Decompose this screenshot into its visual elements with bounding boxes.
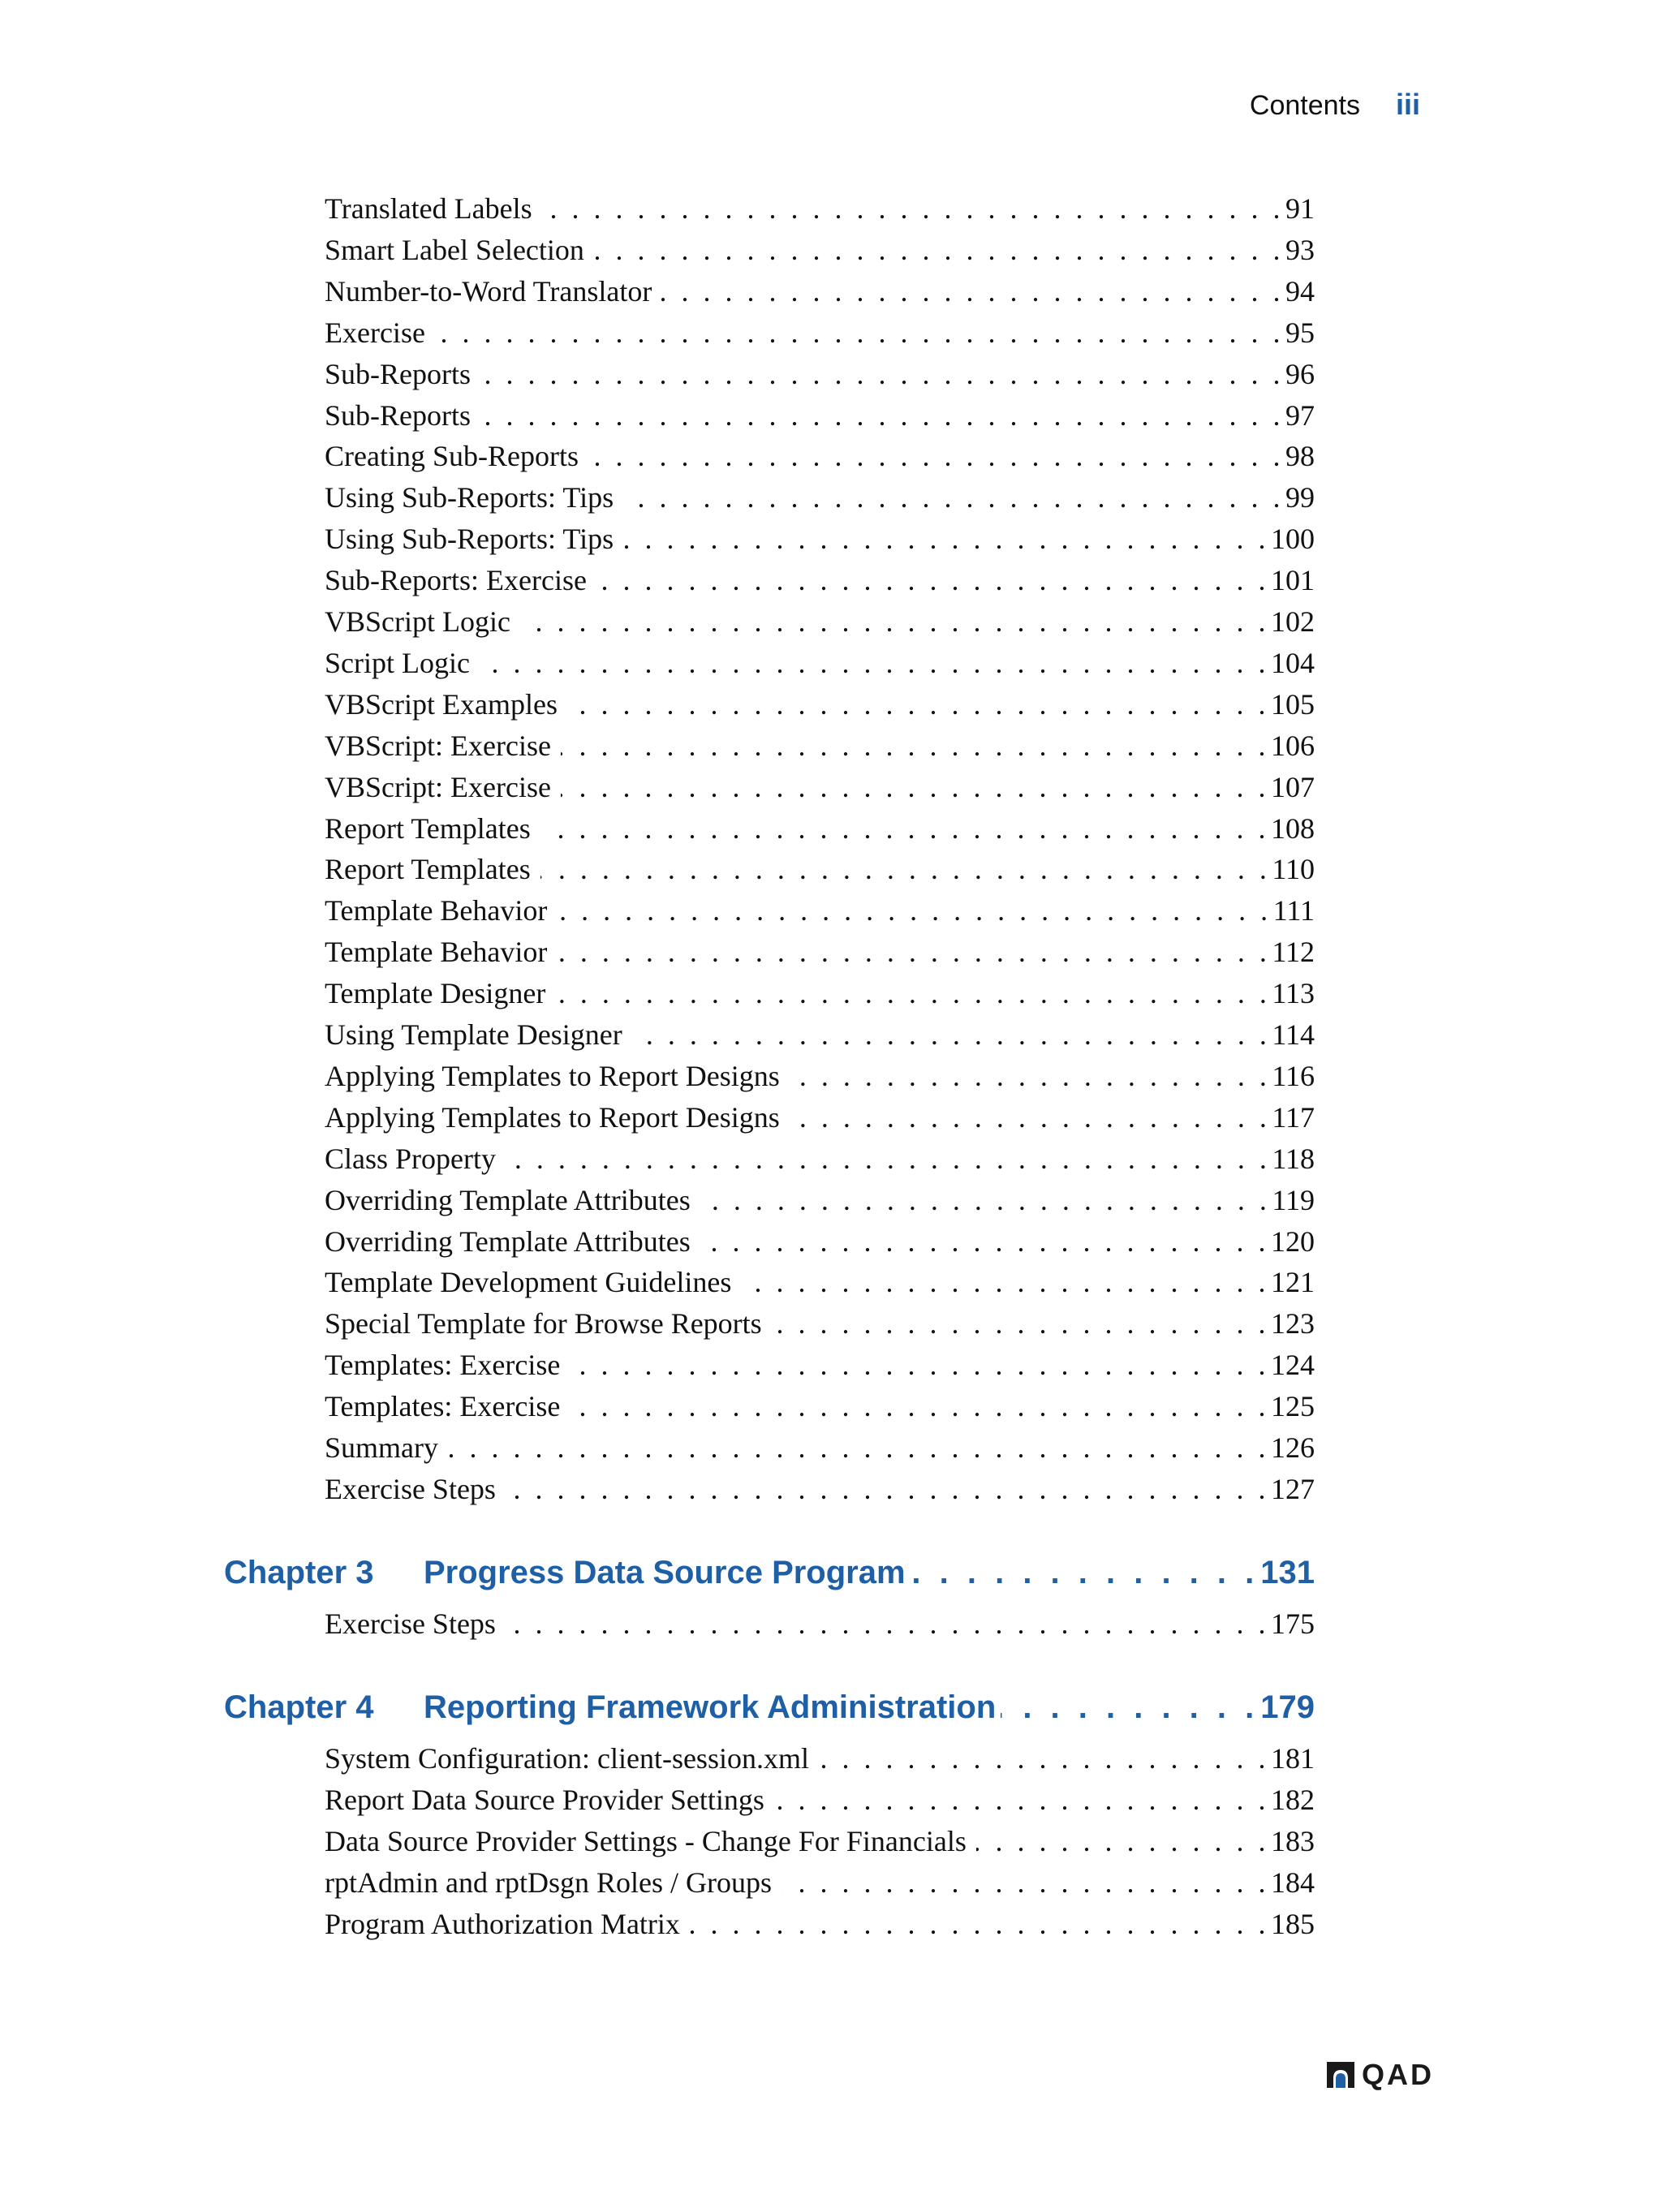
toc-entry-title: Sub-Reports bbox=[325, 358, 471, 390]
qad-logo-text: QAD bbox=[1362, 2058, 1434, 2091]
toc-entry[interactable] bbox=[325, 1262, 1315, 1302]
toc-entry-page: 108 bbox=[1271, 812, 1315, 845]
toc-entry-page: 102 bbox=[1271, 605, 1315, 638]
toc-entry-page: 123 bbox=[1271, 1307, 1315, 1340]
toc-entry[interactable] bbox=[325, 1180, 1315, 1220]
toc-dot-leader bbox=[540, 808, 1269, 849]
toc-entry[interactable] bbox=[325, 1427, 1315, 1468]
toc-entry-title: VBScript Logic bbox=[325, 605, 510, 638]
toc-entry-page: 126 bbox=[1271, 1431, 1315, 1464]
toc-dot-leader bbox=[819, 1738, 1269, 1779]
toc-entry-title: Smart Label Selection bbox=[325, 234, 584, 266]
toc-entry-title: Template Development Guidelines bbox=[325, 1266, 732, 1298]
toc-entry-page: 111 bbox=[1272, 894, 1315, 927]
chapter-label: Chapter 4 bbox=[224, 1689, 374, 1725]
toc-entry[interactable] bbox=[325, 973, 1315, 1013]
toc-entry[interactable] bbox=[325, 560, 1315, 600]
toc-dot-leader bbox=[700, 1180, 1271, 1220]
toc-dot-leader bbox=[555, 973, 1270, 1013]
toc-entry-title: Translated Labels bbox=[325, 192, 532, 225]
chapter-3-heading[interactable] bbox=[224, 1548, 1315, 1597]
chapter-page: 131 bbox=[1260, 1555, 1315, 1590]
toc-entry-page: 98 bbox=[1285, 440, 1315, 472]
toc-dot-leader bbox=[594, 230, 1284, 270]
toc-entry-title: Using Sub-Reports: Tips bbox=[325, 523, 614, 555]
toc-entry-title: VBScript: Exercise bbox=[325, 729, 551, 762]
toc-entry-title: Exercise Steps bbox=[325, 1607, 496, 1640]
toc-dot-leader bbox=[480, 354, 1284, 394]
toc-dot-leader bbox=[542, 188, 1284, 229]
toc-entry-title: Program Authorization Matrix bbox=[325, 1908, 680, 1940]
toc-entry-title: VBScript: Exercise bbox=[325, 771, 551, 803]
toc-entry-page: 101 bbox=[1271, 564, 1315, 596]
toc-entry-page: 107 bbox=[1271, 771, 1315, 803]
toc-dot-leader bbox=[561, 767, 1269, 807]
toc-entry-title: Script Logic bbox=[325, 647, 470, 679]
toc-dot-leader bbox=[480, 643, 1269, 683]
toc-dot-leader bbox=[506, 1469, 1269, 1509]
toc-entry-page: 95 bbox=[1285, 316, 1315, 349]
toc-entry[interactable] bbox=[325, 684, 1315, 725]
toc-dot-leader bbox=[448, 1427, 1269, 1468]
toc-entry[interactable] bbox=[325, 1603, 1315, 1644]
toc-entry-title: Templates: Exercise bbox=[325, 1390, 561, 1422]
toc-dot-leader bbox=[506, 1603, 1269, 1644]
toc-entry-page: 181 bbox=[1271, 1742, 1315, 1775]
toc-dot-leader bbox=[690, 1904, 1269, 1944]
chapter-page: 179 bbox=[1260, 1689, 1315, 1725]
toc-dot-leader bbox=[790, 1097, 1271, 1138]
toc-entry-title: Using Template Designer bbox=[325, 1018, 622, 1051]
toc-entry-page: 124 bbox=[1271, 1349, 1315, 1381]
toc-entry-page: 121 bbox=[1271, 1266, 1315, 1298]
toc-entry[interactable] bbox=[325, 312, 1315, 353]
toc-entry-title: Data Source Provider Settings - Change For Financials bbox=[325, 1825, 967, 1857]
qad-logo bbox=[1324, 2058, 1434, 2092]
toc-entry-page: 105 bbox=[1271, 688, 1315, 721]
toc-entry-title: Special Template for Browse Reports bbox=[325, 1307, 762, 1340]
toc-entry-title: Template Designer bbox=[325, 977, 546, 1009]
toc-dot-leader bbox=[1001, 1683, 1259, 1732]
toc-dot-leader bbox=[976, 1821, 1269, 1861]
toc-entry[interactable] bbox=[325, 1862, 1315, 1903]
toc-entry[interactable] bbox=[325, 354, 1315, 394]
toc-entry[interactable] bbox=[325, 1345, 1315, 1385]
toc-entry-page: 182 bbox=[1271, 1784, 1315, 1816]
toc-entry-title: Overriding Template Attributes bbox=[325, 1225, 691, 1258]
toc-entry[interactable] bbox=[325, 890, 1315, 931]
toc-entry[interactable] bbox=[325, 1469, 1315, 1509]
toc-dot-leader bbox=[557, 890, 1271, 931]
toc-dot-leader bbox=[911, 1548, 1259, 1597]
toc-entry-page: 183 bbox=[1271, 1825, 1315, 1857]
toc-entry[interactable] bbox=[325, 1097, 1315, 1138]
toc-entry-page: 184 bbox=[1271, 1866, 1315, 1899]
toc-entry[interactable] bbox=[325, 808, 1315, 849]
toc-entry[interactable] bbox=[325, 1386, 1315, 1427]
toc-entry[interactable] bbox=[325, 519, 1315, 559]
toc-entry-page: 99 bbox=[1285, 481, 1315, 514]
toc-entry[interactable] bbox=[325, 1738, 1315, 1779]
toc-entry[interactable] bbox=[325, 271, 1315, 312]
toc-entry-title: Report Templates bbox=[325, 812, 531, 845]
toc-entry-title: Report Templates bbox=[325, 853, 531, 885]
toc-entry-title: System Configuration: client-session.xml bbox=[325, 1742, 809, 1775]
toc-dot-leader bbox=[661, 271, 1284, 312]
toc-entry-title: Exercise bbox=[325, 316, 425, 349]
toc-dot-leader bbox=[700, 1221, 1269, 1262]
toc-entry-page: 110 bbox=[1272, 853, 1315, 885]
toc-entry-title: Sub-Reports: Exercise bbox=[325, 564, 587, 596]
toc-dot-leader bbox=[623, 519, 1269, 559]
toc-dot-leader bbox=[561, 725, 1269, 766]
toc-entry-title: Applying Templates to Report Designs bbox=[325, 1101, 780, 1134]
toc-dot-leader bbox=[540, 849, 1271, 889]
toc-entry-page: 106 bbox=[1271, 729, 1315, 762]
toc-entry[interactable] bbox=[325, 1303, 1315, 1344]
chapter-4-heading[interactable] bbox=[224, 1683, 1315, 1732]
toc-entry[interactable] bbox=[325, 1056, 1315, 1096]
toc-entry-page: 120 bbox=[1271, 1225, 1315, 1258]
toc-dot-leader bbox=[506, 1138, 1270, 1179]
toc-entry-title: Template Behavior bbox=[325, 894, 548, 927]
toc-entry-page: 175 bbox=[1271, 1607, 1315, 1640]
toc-entry-title: Summary bbox=[325, 1431, 438, 1464]
toc-entry-title: Applying Templates to Report Designs bbox=[325, 1060, 780, 1092]
toc-entry-title: Sub-Reports bbox=[325, 399, 471, 432]
toc-entry-title: Templates: Exercise bbox=[325, 1349, 561, 1381]
toc-entry-title: Class Property bbox=[325, 1143, 496, 1175]
toc-dot-leader bbox=[570, 1386, 1269, 1427]
toc-entry-title: rptAdmin and rptDsgn Roles / Groups bbox=[325, 1866, 772, 1899]
toc-entry-title: Exercise Steps bbox=[325, 1473, 496, 1505]
toc-entry-page: 97 bbox=[1285, 399, 1315, 432]
toc-entry-title: Template Behavior bbox=[325, 936, 548, 968]
header-section-title: Contents bbox=[1249, 90, 1360, 121]
toc-entry-title: VBScript Examples bbox=[325, 688, 558, 721]
toc-entry-page: 127 bbox=[1271, 1473, 1315, 1505]
toc-entry[interactable] bbox=[325, 643, 1315, 683]
toc-dot-leader bbox=[774, 1779, 1269, 1820]
toc-entry-title: Overriding Template Attributes bbox=[325, 1184, 691, 1216]
toc-entry-page: 100 bbox=[1271, 523, 1315, 555]
toc-entry[interactable] bbox=[325, 477, 1315, 518]
toc-entry[interactable] bbox=[325, 1014, 1315, 1055]
toc-dot-leader bbox=[570, 1345, 1269, 1385]
chapter-title: Reporting Framework Administration bbox=[424, 1689, 997, 1725]
toc-entry-title: Creating Sub-Reports bbox=[325, 440, 579, 472]
toc-dot-leader bbox=[623, 477, 1284, 518]
toc-dot-leader bbox=[596, 560, 1269, 600]
toc-dot-leader bbox=[588, 436, 1284, 476]
running-header bbox=[1250, 88, 1420, 122]
toc-dot-leader bbox=[480, 395, 1284, 436]
toc-entry-page: 185 bbox=[1271, 1908, 1315, 1940]
toc-entry-title: Number-to-Word Translator bbox=[325, 275, 652, 308]
toc-entry[interactable] bbox=[325, 230, 1315, 270]
toc-entry-page: 116 bbox=[1272, 1060, 1315, 1092]
toc-entry[interactable] bbox=[325, 601, 1315, 642]
toc-entry-page: 112 bbox=[1272, 936, 1315, 968]
chapter-label: Chapter 3 bbox=[224, 1555, 374, 1590]
toc-dot-leader bbox=[781, 1862, 1269, 1903]
toc-entry[interactable] bbox=[325, 436, 1315, 476]
toc-entry[interactable] bbox=[325, 395, 1315, 436]
toc-entry-page: 104 bbox=[1271, 647, 1315, 679]
toc-dot-leader bbox=[557, 932, 1270, 972]
toc-dot-leader bbox=[741, 1262, 1269, 1302]
toc-dot-leader bbox=[790, 1056, 1271, 1096]
toc-dot-leader bbox=[567, 684, 1269, 725]
toc-entry[interactable] bbox=[325, 725, 1315, 766]
toc-dot-leader bbox=[632, 1014, 1271, 1055]
toc-entry[interactable] bbox=[325, 1779, 1315, 1820]
toc-entry[interactable] bbox=[325, 932, 1315, 972]
toc-entry[interactable] bbox=[325, 1221, 1315, 1262]
toc-entry-page: 117 bbox=[1272, 1101, 1315, 1134]
toc-entry-page: 114 bbox=[1272, 1018, 1315, 1051]
toc-entry-page: 96 bbox=[1285, 358, 1315, 390]
toc-entry-page: 94 bbox=[1285, 275, 1315, 308]
toc-entry-title: Report Data Source Provider Settings bbox=[325, 1784, 764, 1816]
toc-entry-page: 119 bbox=[1272, 1184, 1315, 1216]
toc-entry-page: 125 bbox=[1271, 1390, 1315, 1422]
toc-entry-page: 93 bbox=[1285, 234, 1315, 266]
header-page-number: iii bbox=[1395, 88, 1420, 121]
toc-entry-page: 113 bbox=[1272, 977, 1315, 1009]
toc-entry[interactable] bbox=[325, 849, 1315, 889]
toc-entry[interactable] bbox=[325, 188, 1315, 229]
chapter-title: Progress Data Source Program bbox=[424, 1555, 906, 1590]
toc-entry[interactable] bbox=[325, 1904, 1315, 1944]
toc-dot-leader bbox=[435, 312, 1284, 353]
toc-dot-leader bbox=[520, 601, 1269, 642]
toc-entry[interactable] bbox=[325, 1138, 1315, 1179]
toc-entry[interactable] bbox=[325, 1821, 1315, 1861]
toc-entry-page: 91 bbox=[1285, 192, 1315, 225]
toc-entry[interactable] bbox=[325, 767, 1315, 807]
toc-dot-leader bbox=[772, 1303, 1269, 1344]
toc-entry-title: Using Sub-Reports: Tips bbox=[325, 481, 614, 514]
toc-entry-page: 118 bbox=[1272, 1143, 1315, 1175]
qad-logo-icon bbox=[1324, 2060, 1357, 2089]
